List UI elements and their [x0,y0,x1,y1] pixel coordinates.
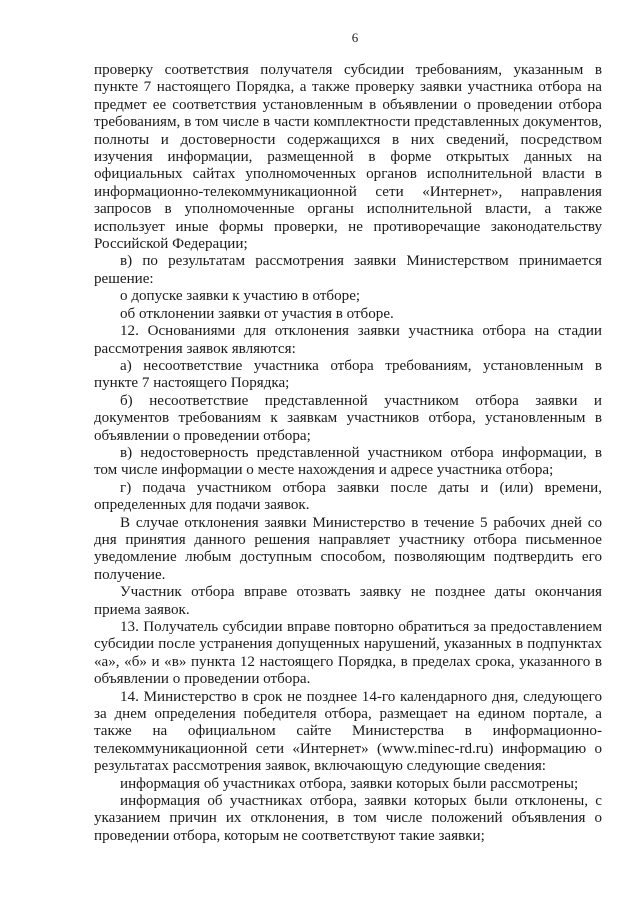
paragraph-rejection-notice: В случае отклонения заявки Министерство в течение 5 рабочих дней со дня принятия данного решения направляет участнику отбора письменное уведомление любым доступным способом, позволяющим подтвердить его получение. [94,514,602,583]
paragraph-12a: а) несоответствие участника отбора требованиям, установленным в пункте 7 настоящего Порядка; [94,357,602,392]
paragraph-info-rejected: информация об участниках отбора, заявки которых были отклонены, с указанием причин их отклонения, в том числе положений объявления о проведении отбора, которым не соответствуют такие заявки; [94,793,602,844]
paragraph-12b: б) несоответствие представленной участником отбора заявки и документов требованиям к заявкам участников отбора, установленным в объявлении о проведении отбора; [94,392,602,444]
document-body [94,62,602,845]
paragraph-intro: проверку соответствия получателя субсидии требованиям, указанным в пункте 7 настоящего Порядка, а также проверку заявки участника отбора на предмет ее соответствия установленным в объявлении о проведении отбора требованиям, в том числе в части комплектности представленных документов, полноты и достоверности содержащихся в них сведений, посредством изучения информации, размещенной в форме открытых данных на официальных сайтах уполномоченных органов исполнительной власти в информационно-телекоммуникационной сети «Интернет», направления запросов в уполномоченные органы исполнительной власти, а также использует иные формы проверки, не противоречащие законодательству Российской Федерации; [94,62,602,253]
paragraph-12g: г) подача участником отбора заявки после даты и (или) времени, определенных для подачи заявок. [94,479,602,514]
paragraph-withdrawal: Участник отбора вправе отозвать заявку не позднее даты окончания приема заявок. [94,584,602,618]
paragraph-12v: в) недостоверность представленной участником отбора информации, в том числе информации о месте нахождения и адресе участника отбора; [94,444,602,479]
paragraph-13: 13. Получатель субсидии вправе повторно обратиться за предоставлением субсидии после устранения допущенных нарушений, указанных в подпунктах «а», «б» и «в» пункта 12 настоящего Порядка, в пределах срока, указанного в объявлении о проведении отбора. [94,619,602,688]
paragraph-12: 12. Основаниями для отклонения заявки участника отбора на стадии рассмотрения заявок являются: [94,323,602,357]
paragraph-decision-reject: об отклонении заявки от участия в отборе. [120,305,394,322]
paragraph-11v: в) по результатам рассмотрения заявки Министерством принимается решение: [94,253,602,287]
page-number: 6 [351,30,359,45]
paragraph-info-reviewed: информация об участниках отбора, заявки которых были рассмотрены; [120,775,579,792]
paragraph-decision-admit: о допуске заявки к участию в отборе; [120,288,361,305]
paragraph-14: 14. Министерство в срок не позднее 14-го календарного дня, следующего за днем определения победителя отбора, размещает на едином портале, а также на официальном сайте Министерства в информационно-телекоммуникационной сети «Интернет» (www.minec-rd.ru) информацию о результатах рассмотрения заявок, включающую следующие сведения: [94,688,602,775]
